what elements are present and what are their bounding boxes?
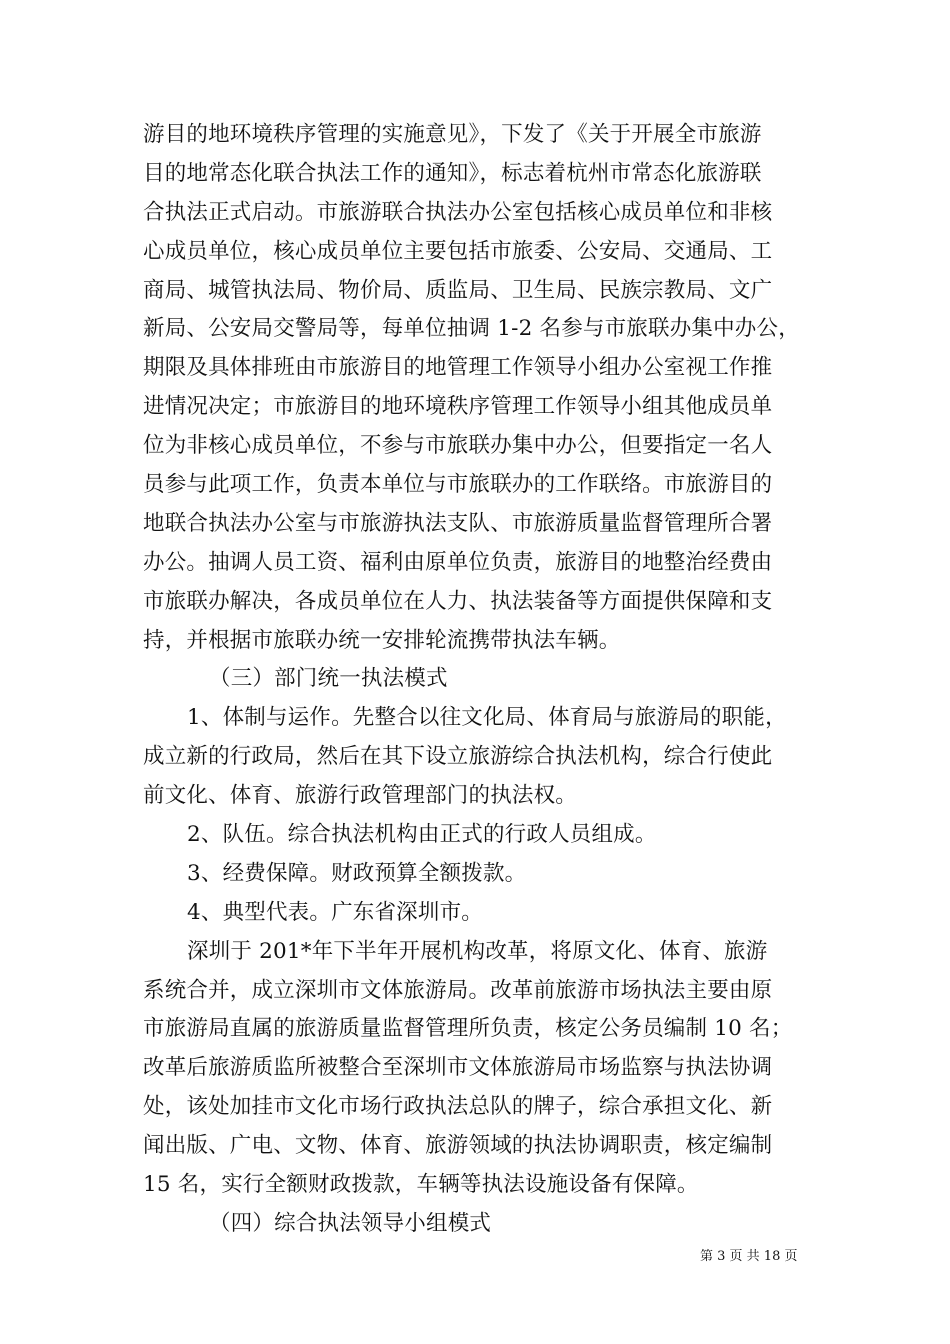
document-body <box>143 116 811 1244</box>
body-line: 游目的地环境秩序管理的实施意见》，下发了《关于开展全市旅游 <box>143 122 762 147</box>
body-line: 进情况决定；市旅游目的地环境秩序管理工作领导小组其他成员单 <box>143 394 773 420</box>
body-line: 改革后旅游质监所被整合至深圳市文体旅游局市场监察与执法协调 <box>143 1055 773 1081</box>
body-line: 市旅联办解决，各成员单位在人力、执法装备等方面提供保障和支 <box>143 588 773 614</box>
body-line: 3、经费保障。财政预算全额拨款。 <box>187 860 527 886</box>
body-line: 目的地常态化联合执法工作的通知》，标志着杭州市常态化旅游联 <box>143 160 762 186</box>
body-line: 深圳于 201*年下半年开展机构改革，将原文化、体育、旅游 <box>187 938 768 964</box>
body-line: 员参与此项工作，负责本单位与市旅联办的工作联络。市旅游目的 <box>143 472 773 498</box>
body-line: 市旅游局直属的旅游质量监督管理所负责，核定公务员编制 10 名； <box>143 1016 793 1042</box>
body-line: 期限及具体排班由市旅游目的地管理工作领导小组办公室视工作推 <box>143 355 773 381</box>
body-line: 合执法正式启动。市旅游联合执法办公室包括核心成员单位和非核 <box>143 199 773 225</box>
body-line: 1、体制与运作。先整合以往文化局、体育局与旅游局的职能， <box>187 705 787 731</box>
body-line: 办公。抽调人员工资、福利由原单位负责，旅游目的地整治经费由 <box>143 549 773 575</box>
body-line: 前文化、体育、旅游行政管理部门的执法权。 <box>143 783 578 809</box>
body-line: 4、典型代表。广东省深圳市。 <box>187 899 483 925</box>
body-line: 15 名，实行全额财政拨款，车辆等执法设施设备有保障。 <box>143 1172 699 1198</box>
body-line: 新局、公安局交警局等，每单位抽调 1-2 名参与市旅联办集中办公， <box>143 316 800 342</box>
body-line: 地联合执法办公室与市旅游执法支队、市旅游质量监督管理所合署 <box>143 510 773 536</box>
body-line: 系统合并，成立深圳市文体旅游局。改革前旅游市场执法主要由原 <box>143 977 773 1003</box>
section-heading: （三）部门统一执法模式 <box>209 666 448 692</box>
page-number-footer: 第 3 页 共 18 页 <box>700 1249 798 1264</box>
body-line: 商局、城管执法局、物价局、质监局、卫生局、民族宗教局、文广 <box>143 277 773 303</box>
section-heading: （四）综合执法领导小组模式 <box>209 1210 492 1236</box>
body-line: 闻出版、广电、文物、体育、旅游领域的执法协调职责，核定编制 <box>143 1133 773 1159</box>
body-line: 位为非核心成员单位，不参与市旅联办集中办公，但要指定一名人 <box>143 433 773 459</box>
body-line: 2、队伍。综合执法机构由正式的行政人员组成。 <box>187 822 657 848</box>
body-line: 处，该处加挂市文化市场行政执法总队的牌子，综合承担文化、新 <box>143 1094 773 1120</box>
body-line: 持，并根据市旅联办统一安排轮流携带执法车辆。 <box>143 627 621 653</box>
body-line: 心成员单位，核心成员单位主要包括市旅委、公安局、交通局、工 <box>143 238 773 264</box>
body-line: 成立新的行政局，然后在其下设立旅游综合执法机构，综合行使此 <box>143 744 773 770</box>
